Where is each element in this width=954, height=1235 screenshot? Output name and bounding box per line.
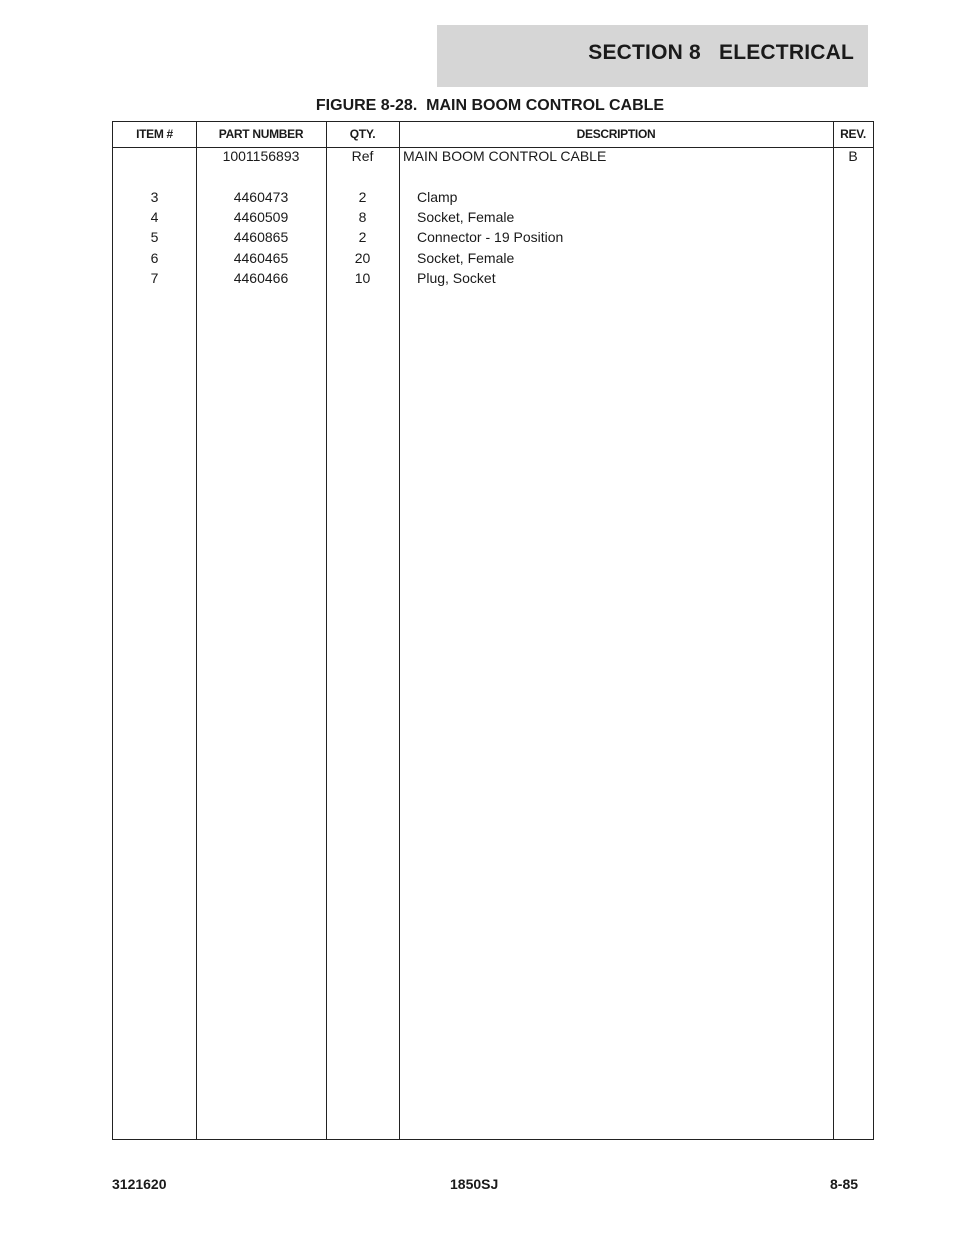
column-header-rev: REV. bbox=[840, 127, 866, 141]
cell-revision bbox=[833, 207, 873, 227]
cell-quantity: 2 bbox=[358, 189, 367, 205]
parts-table bbox=[112, 121, 874, 1140]
cell-item-number bbox=[113, 146, 196, 166]
section-banner bbox=[437, 25, 868, 87]
cell-quantity: 10 bbox=[354, 270, 371, 286]
figure-title: FIGURE 8-28. MAIN BOOM CONTROL CABLE bbox=[315, 97, 665, 114]
footer-model: 1850SJ bbox=[450, 1176, 499, 1192]
cell-revision bbox=[833, 227, 873, 247]
column-header-qty: QTY. bbox=[349, 127, 376, 141]
cell-item-number: 4 bbox=[150, 209, 159, 225]
cell-part-number: 4460473 bbox=[233, 189, 289, 205]
cell-item-number: 6 bbox=[150, 250, 159, 266]
cell-description: Plug, Socket bbox=[417, 270, 496, 286]
cell-revision bbox=[833, 268, 873, 288]
cell-quantity: Ref bbox=[351, 148, 374, 164]
column-divider bbox=[399, 122, 400, 1139]
cell-description: MAIN BOOM CONTROL CABLE bbox=[403, 148, 607, 164]
cell-part-number: 1001156893 bbox=[222, 148, 300, 164]
cell-quantity: 20 bbox=[354, 250, 371, 266]
cell-description: Socket, Female bbox=[417, 250, 515, 266]
cell-revision bbox=[833, 187, 873, 207]
cell-description: Connector - 19 Position bbox=[417, 229, 564, 245]
cell-description: Clamp bbox=[417, 189, 458, 205]
cell-part-number: 4460865 bbox=[233, 229, 289, 245]
cell-part-number: 4460466 bbox=[233, 270, 289, 286]
column-header-description: DESCRIPTION bbox=[576, 127, 656, 141]
cell-part-number: 4460509 bbox=[233, 209, 289, 225]
cell-item-number: 5 bbox=[150, 229, 159, 245]
cell-item-number: 7 bbox=[150, 270, 159, 286]
cell-quantity: 2 bbox=[358, 229, 367, 245]
cell-revision: B bbox=[848, 148, 858, 164]
cell-item-number: 3 bbox=[150, 189, 159, 205]
cell-description: Socket, Female bbox=[417, 209, 515, 225]
column-header-part-number: PART NUMBER bbox=[218, 127, 304, 141]
footer-page-number: 8-85 bbox=[830, 1176, 859, 1192]
column-header-item: ITEM # bbox=[136, 127, 173, 141]
cell-part-number: 4460465 bbox=[233, 250, 289, 266]
section-title: SECTION 8 ELECTRICAL bbox=[588, 41, 854, 64]
cell-revision bbox=[833, 248, 873, 268]
cell-quantity: 8 bbox=[358, 209, 367, 225]
footer-document-number: 3121620 bbox=[112, 1176, 167, 1192]
